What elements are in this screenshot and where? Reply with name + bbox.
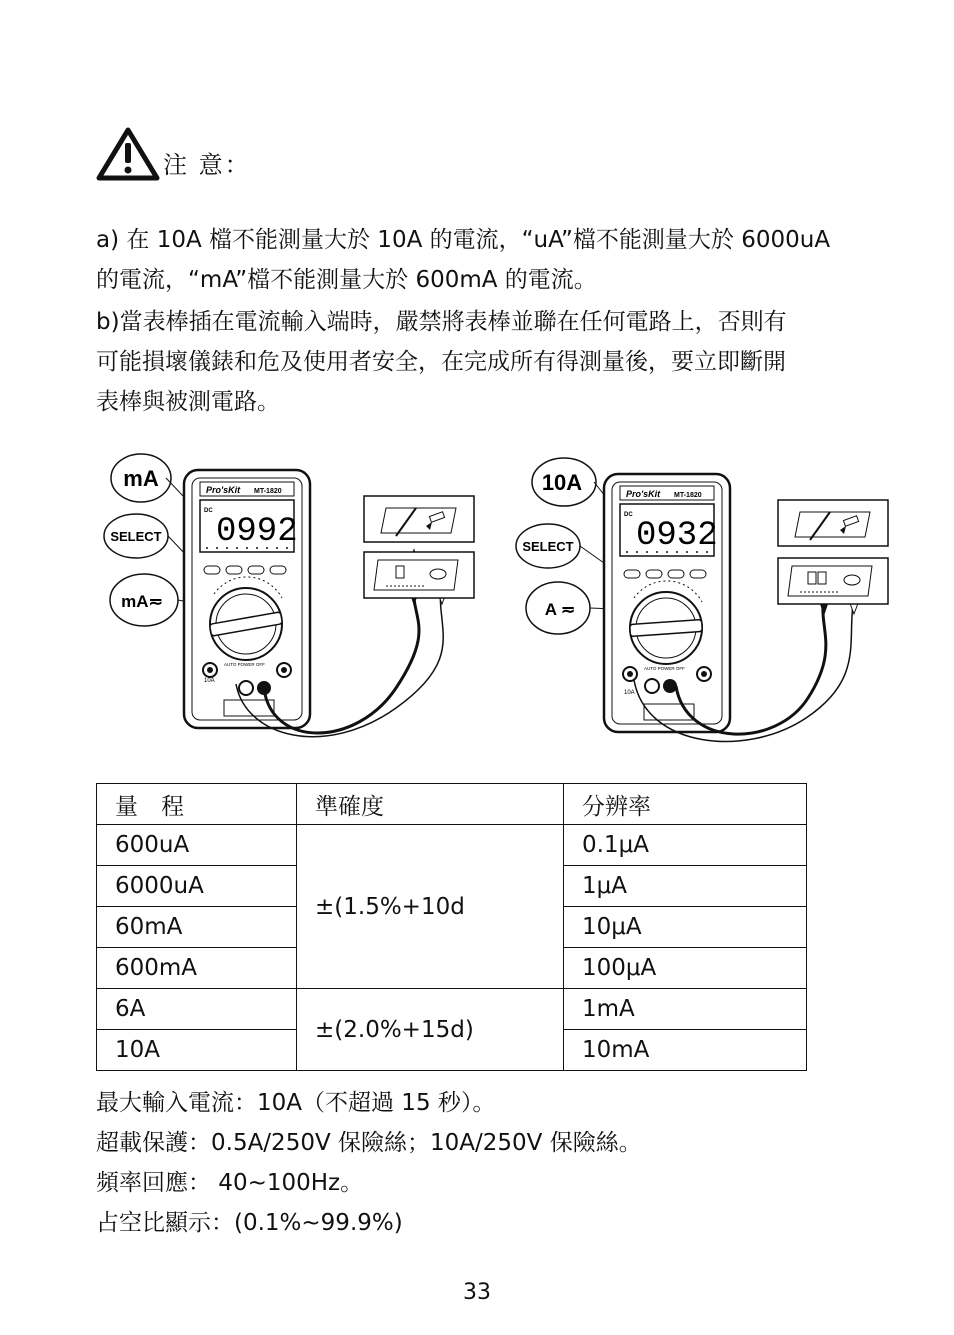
right-multimeter [516, 458, 888, 742]
note-a [96, 220, 902, 300]
note-a-line2: 的電流，“mA”檔不能測量大於 600mA 的電流。 [96, 267, 597, 293]
range-cell: 60mA [97, 907, 297, 948]
resolution-cell: 10mA [564, 1030, 807, 1071]
right-select-bubble: SELECT [522, 539, 574, 554]
note-b [96, 302, 902, 422]
left-multimeter [104, 454, 474, 737]
right-mode-bubble: A ≂ [544, 600, 576, 619]
right-jack-label: 10A [624, 690, 635, 696]
note-duty: 占空比顯示：(0.1%~99.9%) [96, 1210, 403, 1236]
note-b-line2: 可能損壞儀錶和危及使用者安全，在完成所有得測量後，要立即斷開 [96, 349, 786, 375]
table-row [97, 825, 807, 866]
left-mode-bubble: mA≂ [121, 592, 163, 611]
range-cell: 600mA [97, 948, 297, 989]
table-row [97, 989, 807, 1030]
note-b-line3: 表棒與被測電路。 [96, 389, 280, 415]
resolution-cell: 10μA [564, 907, 807, 948]
header-range: 量 程 [97, 784, 297, 825]
table-header-row [97, 784, 807, 825]
range-cell: 6000uA [97, 866, 297, 907]
left-select-bubble: SELECT [110, 529, 162, 544]
multimeter-figure [96, 448, 904, 768]
warning-triangle-icon [95, 126, 161, 182]
left-auto-off: AUTO POWER OFF [224, 662, 265, 667]
left-lcd-display: 0992 [216, 513, 298, 551]
spec-notes [96, 1083, 642, 1243]
right-dc-label: DC [624, 512, 633, 518]
left-jack-label: 10A [204, 678, 215, 684]
left-range-bubble: mA [123, 466, 159, 491]
right-auto-off: AUTO POWER OFF [644, 666, 685, 671]
spec-table [96, 783, 807, 1071]
note-overload: 超載保護：0.5A/250V 保險絲；10A/250V 保險絲。 [96, 1130, 642, 1156]
right-model: MT-1820 [674, 492, 702, 499]
page-number: 33 [463, 1280, 491, 1305]
resolution-cell: 1μA [564, 866, 807, 907]
right-lcd-display: 0932 [636, 517, 718, 555]
caution-heading [95, 126, 251, 182]
right-brand: Pro'sKit [626, 489, 661, 499]
right-range-bubble: 10A [541, 470, 583, 495]
header-accuracy: 準確度 [297, 784, 564, 825]
range-cell: 10A [97, 1030, 297, 1071]
header-resolution: 分辨率 [564, 784, 807, 825]
resolution-cell: 1mA [564, 989, 807, 1030]
resolution-cell: 0.1μA [564, 825, 807, 866]
note-frequency: 頻率回應： 40~100Hz。 [96, 1170, 364, 1196]
note-a-line1: a) 在 10A 檔不能測量大於 10A 的電流，“uA”檔不能測量大於 6000uA [96, 227, 831, 253]
accuracy-cell-group1: ±(1.5%+10d [297, 825, 564, 989]
note-max-input: 最大輸入電流：10A（不超過 15 秒）。 [96, 1090, 496, 1116]
left-brand: Pro'sKit [206, 485, 241, 495]
left-model: MT-1820 [254, 488, 282, 495]
note-b-line1: b)當表棒插在電流輸入端時，嚴禁將表棒並聯在任何電路上，否則有 [96, 309, 787, 335]
left-dc-label: DC [204, 508, 213, 514]
range-cell: 6A [97, 989, 297, 1030]
range-cell: 600uA [97, 825, 297, 866]
caution-label: 注 意： [163, 151, 251, 179]
resolution-cell: 100μA [564, 948, 807, 989]
accuracy-cell-group2: ±(2.0%+15d) [297, 989, 564, 1071]
